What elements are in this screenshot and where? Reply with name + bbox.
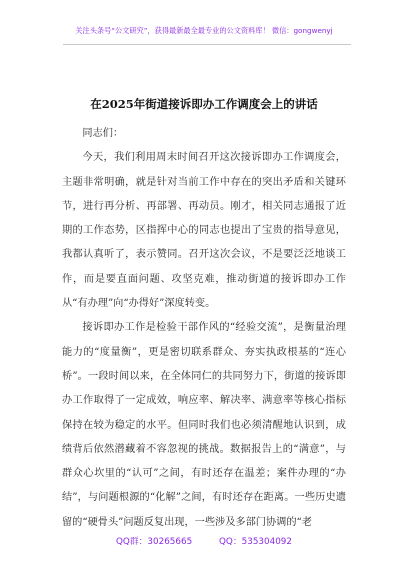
document-title: 在2025年街道接诉即办工作调度会上的讲话 (90, 97, 318, 111)
header-banner: 关注头条号“公文研究”，获得最新最全最专业的公文资料库！ 微信：gongwenyj (75, 26, 333, 35)
body-paragraph: 今天，我们利用周末时间召开这次接诉即办工作调度会，主题非常明确，就是针对当前工作中存在的突出矛盾和关键环节，进行再分析、再部署、再动员。刚才，相关同志通报了近期的工作态势，区指挥中心的同志也提出了宝贵的指导意见，我都认真听了，表示赞同。召开这次会议，不是要泛泛地谈工作，而是要直面问题、攻坚克难，推动街道的接诉即办工作从“有办理”向“办得好”深度转变。 (62, 152, 346, 310)
header-divider (63, 44, 351, 45)
document-body (62, 122, 346, 535)
body-paragraph: 接诉即办工作是检验干部作风的“经验交流”，是衡量治理能力的“度量衡”，更是密切联系群众、夯实执政根基的“连心桥”。一段时间以来，在全体同仁的共同努力下，街道的接诉即办工作取得了一定成效，响应率、解决率、满意率等核心指标保持在较为稳定的水平。但同时我们也必须清醒地认识到，成绩背后依然潜藏着不容忽视的挑战。数据报告上的“满意”，与群众心坎里的“认可”之间，有时还存在温差；案件办理的“办结”，与问题根源的“化解”之间，有时还存在距离。一些历史遗留的“硬骨头”问题反复出现，一些涉及多部门协调的“老 (62, 322, 346, 528)
qq-number: QQ：535304092 (218, 537, 293, 547)
footer-contact (0, 534, 408, 547)
greeting: 同志们： (82, 128, 124, 139)
qq-group-number: QQ群：30265665 (115, 537, 193, 547)
